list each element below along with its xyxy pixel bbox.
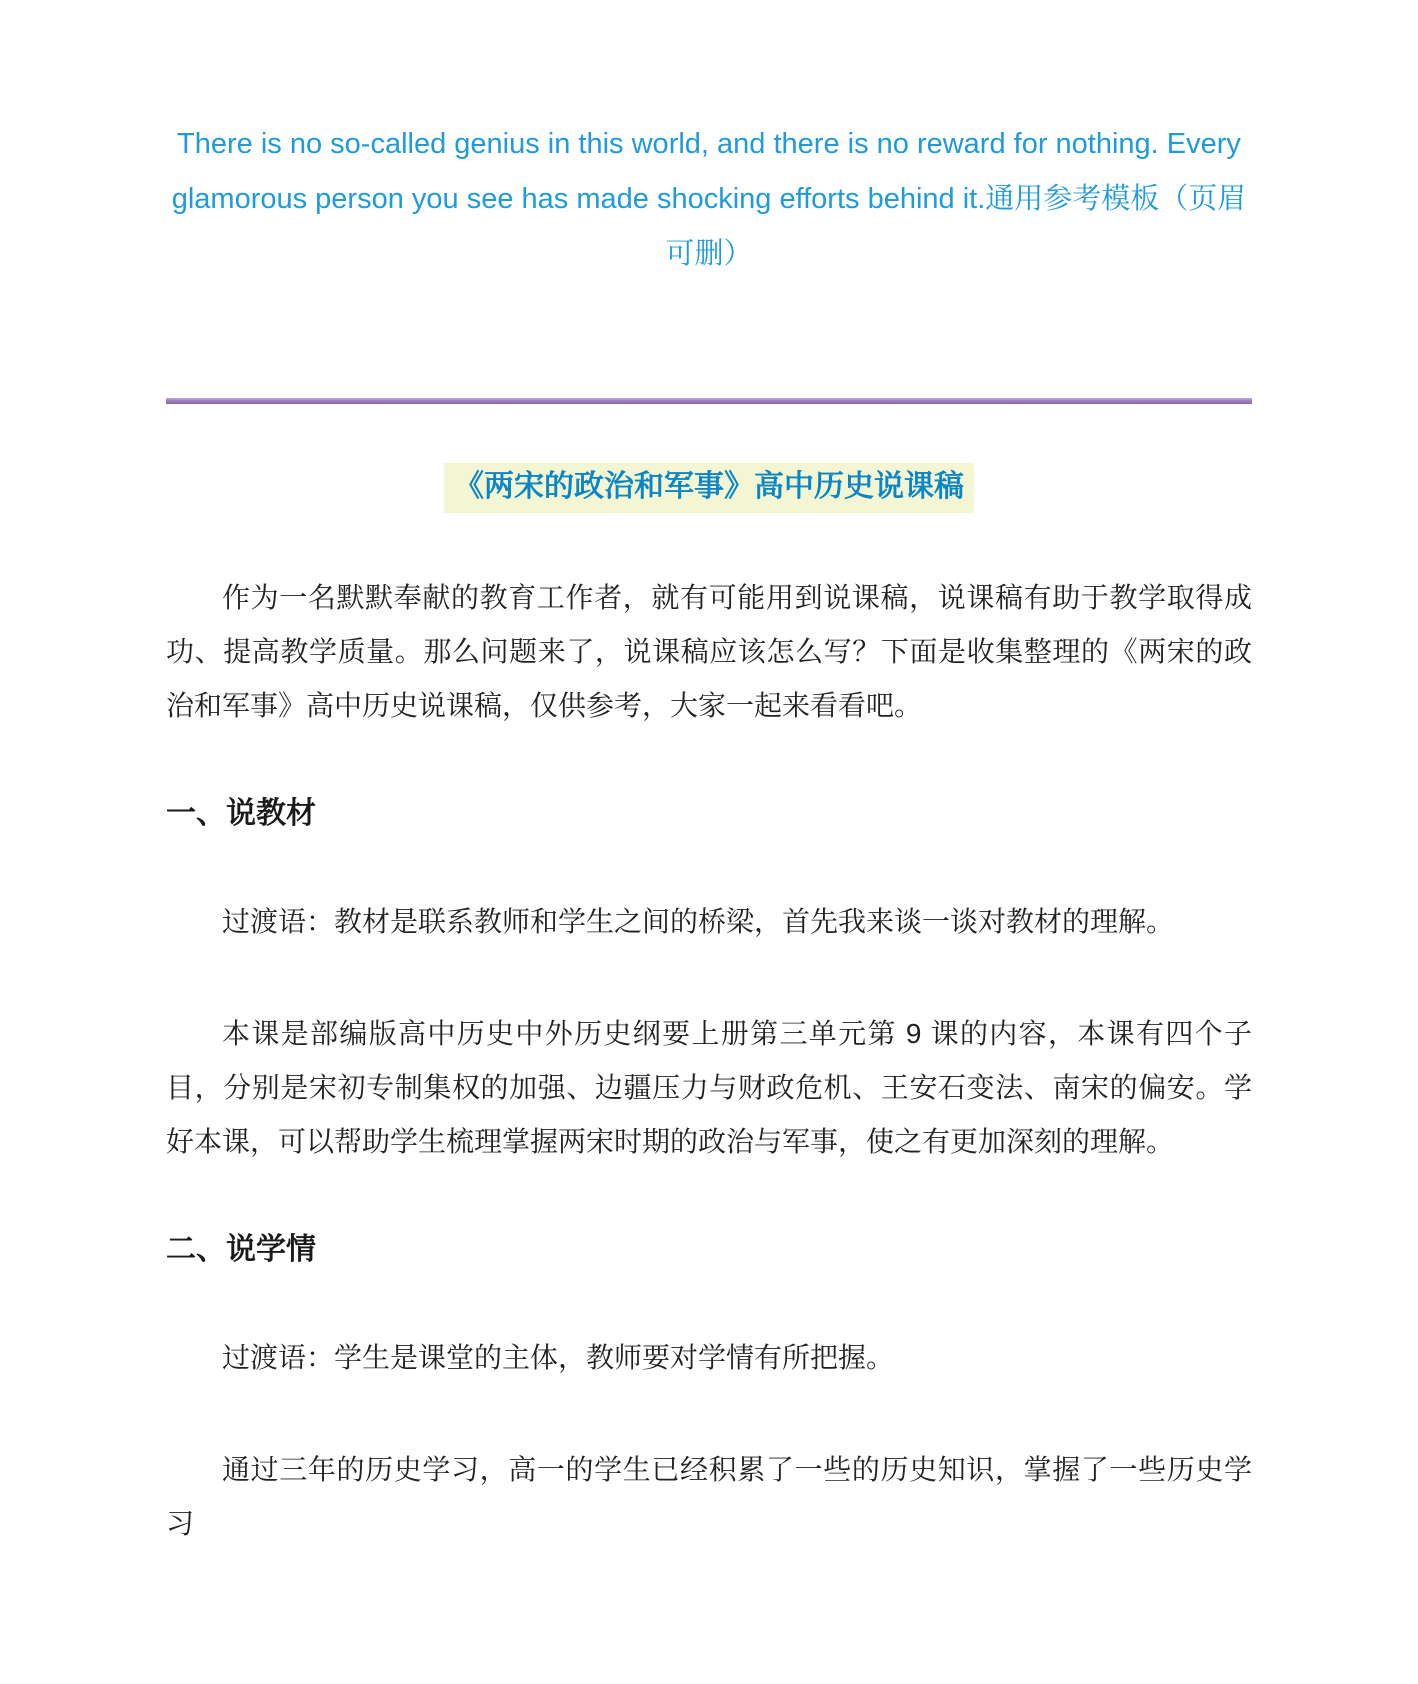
section-heading-2: 二、说学情	[166, 1233, 316, 1266]
section-1-body-paragraph: 本课是部编版高中历史中外历史纲要上册第三单元第 9 课的内容，本课有四个子目，分别是宋初专制集权的加强、边疆压力与财政危机、王安石变法、南宋的偏安。学好本课，可以帮助学生梳理掌握两宋时期的政治与军事，使之有更加深刻的理解。	[166, 1018, 1252, 1157]
header-line-2: glamorous person you see has made shocking efforts behind it.通用参考模板（页眉	[171, 183, 1247, 215]
section-2-body-paragraph: 通过三年的历史学习，高一的学生已经积累了一些的历史知识，掌握了一些历史学习	[166, 1454, 1252, 1539]
document-page	[166, 0, 1252, 1551]
document-title	[166, 463, 1252, 513]
header-divider-rule	[166, 398, 1252, 404]
section-2-transition-paragraph: 过渡语：学生是课堂的主体，教师要对学情有所把握。	[222, 1342, 895, 1373]
intro-paragraph: 作为一名默默奉献的教育工作者，就有可能用到说课稿，说课稿有助于教学取得成功、提高教学质量。那么问题来了，说课稿应该怎么写？下面是收集整理的《两宋的政治和军事》高中历史说课稿，仅供参考，大家一起来看看吧。	[166, 582, 1252, 721]
section-heading-1: 一、说教材	[166, 797, 316, 830]
document-body	[166, 571, 1252, 1551]
header-line-1: There is no so-called genius in this world, and there is no reward for nothing. Every	[177, 128, 1241, 160]
document-title-highlight: 《两宋的政治和军事》高中历史说课稿	[444, 463, 974, 513]
page-header	[166, 117, 1252, 282]
section-1-transition-paragraph: 过渡语：教材是联系教师和学生之间的桥梁，首先我来谈一谈对教材的理解。	[222, 906, 1175, 937]
header-line-3: 可删）	[665, 238, 753, 270]
